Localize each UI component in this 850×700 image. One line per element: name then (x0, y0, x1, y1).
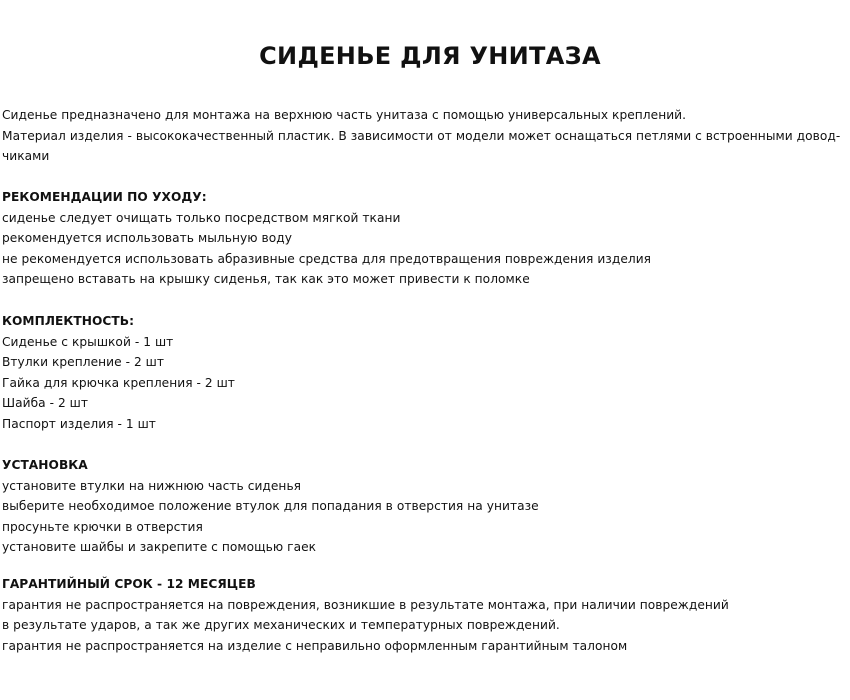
care-item: сиденье следует очищать только посредством мягкой ткани (2, 210, 401, 225)
care-heading: РЕКОМЕНДАЦИИ ПО УХОДУ: (2, 190, 207, 204)
kit-section (2, 311, 844, 434)
kit-item: Сиденье с крышкой - 1 шт (2, 334, 174, 349)
warranty-section (2, 574, 844, 656)
care-item: не рекомендуется использовать абразивные средства для предотвращения повреждения изделия (2, 251, 652, 266)
install-item: просуньте крючки в отверстия (2, 519, 203, 534)
care-item: рекомендуется использовать мыльную воду (2, 231, 292, 245)
page-title: СИДЕНЬЕ ДЛЯ УНИТАЗА (259, 42, 601, 70)
kit-item: Гайка для крючка крепления - 2 шт (2, 375, 235, 390)
intro-line: чиками (2, 149, 50, 163)
care-section (2, 187, 844, 290)
install-item: установите втулки на нижнюю часть сиденья (2, 478, 302, 493)
intro-paragraph (2, 105, 844, 167)
care-item: запрещено вставать на крышку сиденья, так как это может привести к поломке (2, 272, 530, 286)
install-heading: УСТАНОВКА (2, 458, 88, 472)
install-item: установите шайбы и закрепите с помощью гаек (2, 540, 317, 554)
warranty-item: гарантия не распространяется на повреждения, возникшие в результате монтажа, при наличии повреждений (2, 597, 729, 612)
kit-heading: КОМПЛЕКТНОСТЬ: (2, 314, 135, 328)
kit-item: Втулки крепление - 2 шт (2, 355, 165, 369)
install-section (2, 455, 844, 558)
install-item: выберите необходимое положение втулок для попадания в отверстия на унитазе (2, 499, 539, 513)
warranty-heading: ГАРАНТИЙНЫЙ СРОК - 12 МЕСЯЦЕВ (2, 577, 256, 591)
intro-line: Сиденье предназначено для монтажа на верхнюю часть унитаза с помощью универсальных креплений. (2, 108, 687, 122)
kit-item: Шайба - 2 шт (2, 396, 89, 410)
warranty-item: гарантия не распространяется на изделие с неправильно оформленным гарантийным талоном (2, 638, 628, 653)
kit-item: Паспорт изделия - 1 шт (2, 416, 156, 431)
intro-line: Материал изделия - высококачественный пластик. В зависимости от модели может оснащаться петлями с встроенными довод- (2, 128, 841, 143)
warranty-item: в результате ударов, а так же других механических и температурных повреждений. (2, 618, 560, 632)
